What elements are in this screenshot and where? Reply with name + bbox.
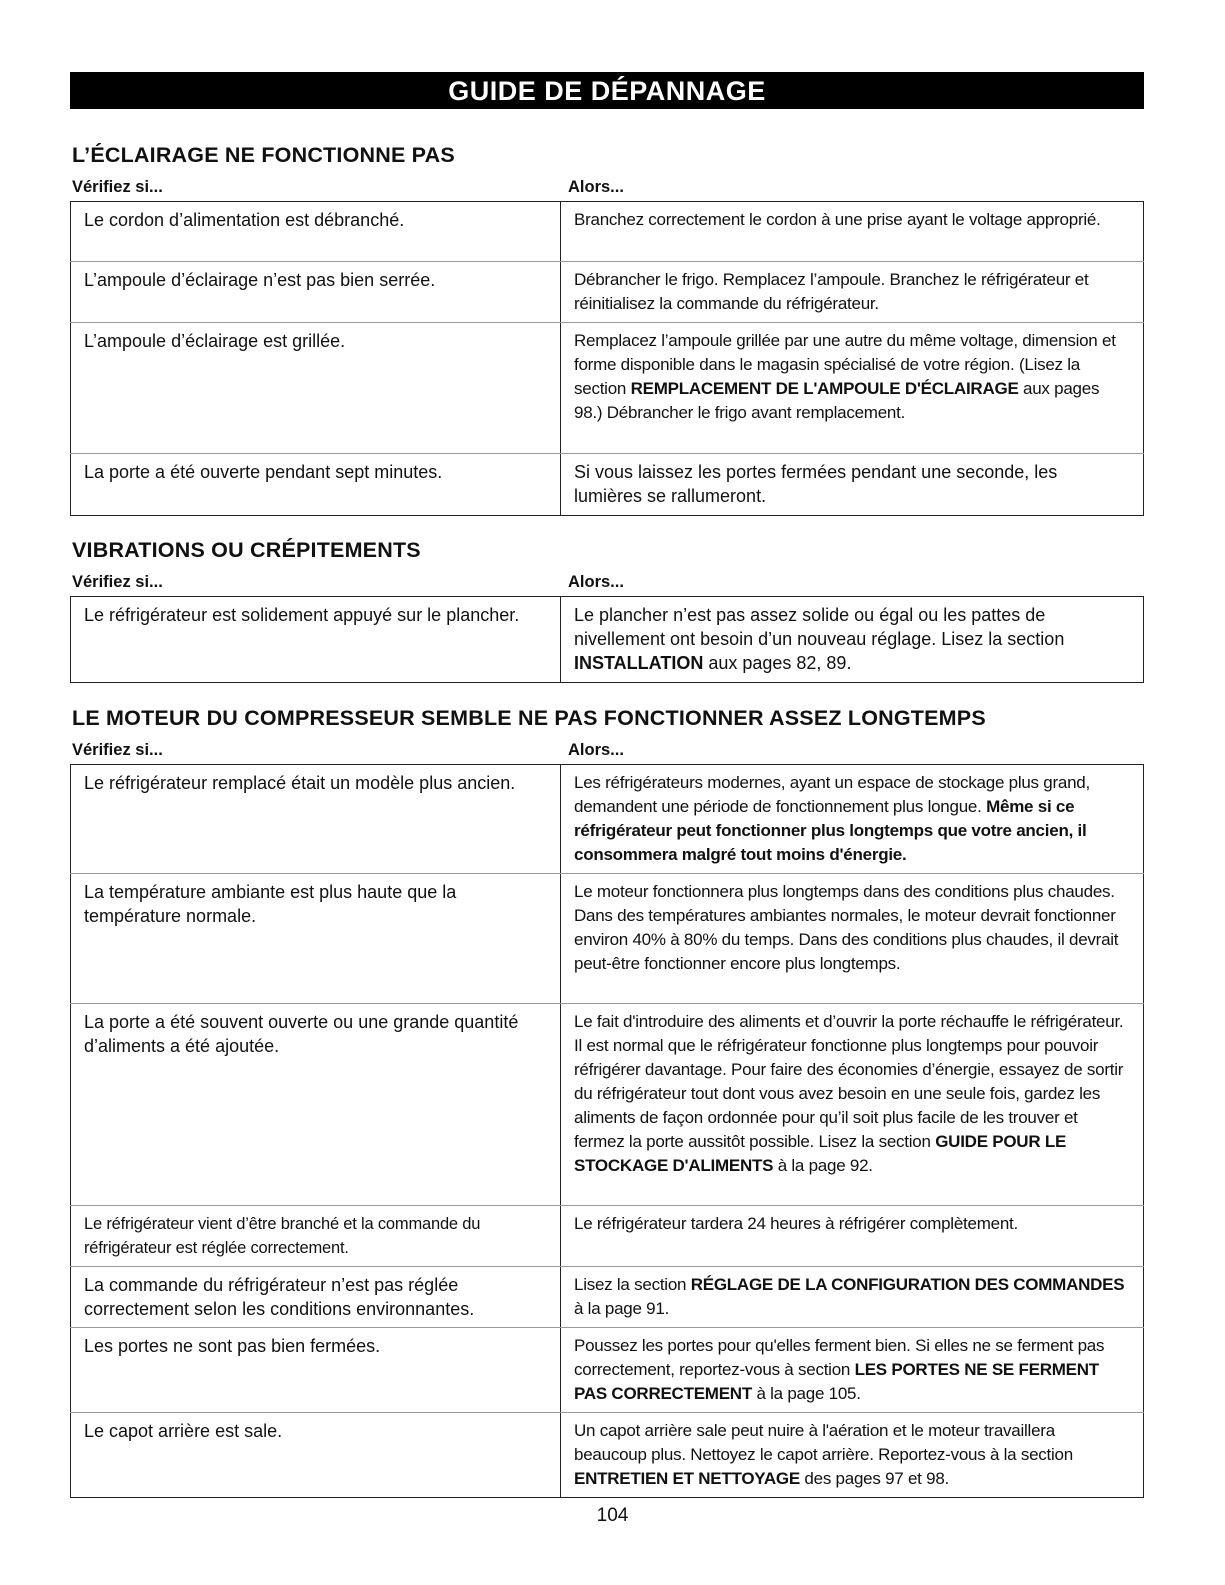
column-headers bbox=[70, 738, 1144, 764]
troubleshooting-table-lighting bbox=[70, 201, 1144, 516]
solution-text: Un capot arrière sale peut nuire à l'aération et le moteur travaillera beaucoup plus. Nettoyez le capot arrière. Reportez-vous à la section bbox=[574, 1421, 1073, 1464]
solution-text: Branchez correctement le cordon à une prise ayant le voltage approprié. bbox=[574, 210, 1101, 229]
solution-text: Remplacez l’ampoule grillée par une autre du même voltage, dimension et forme disponible dans le magasin spécialisé de votre région. (Lisez la section bbox=[574, 331, 1116, 398]
solution-text: Le réfrigérateur tardera 24 heures à réfrigérer complètement. bbox=[574, 1214, 1018, 1233]
solution-reference: ENTRETIEN ET NETTOYAGE bbox=[574, 1469, 800, 1488]
solution-text: Poussez les portes pour qu'elles ferment bien. Si elles ne se ferment pas correctement, reportez-vous à section bbox=[574, 1336, 1105, 1379]
table-row bbox=[71, 597, 1144, 683]
cause-cell: La commande du réfrigérateur n’est pas réglée correctement selon les conditions environnantes. bbox=[71, 1267, 561, 1328]
troubleshooting-table-compressor bbox=[70, 764, 1144, 1498]
table-row bbox=[71, 1413, 1144, 1498]
table-row bbox=[71, 1267, 1144, 1328]
solution-text: Le fait d'introduire des aliments et d’ouvrir la porte réchauffe le réfrigérateur. Il est normal que le réfrigérateur fonctionne plus longtemps pour pouvoir réfrigérer davantage. Pour faire des économies d’énergie, essayez de sortir du réfrigérateur tout dont vous avez besoin en une seule fois, gardez les aliments de façon ordonnée pour qu’il soit plus facile de les trouver et fermez la porte aussitôt possible. Lisez la section bbox=[574, 1012, 1124, 1151]
solution-text: Le moteur fonctionnera plus longtemps dans des conditions plus chaudes. Dans des températures ambiantes normales, le moteur devrait fonctionner environ 40% à 80% du temps. Dans des conditions plus chaudes, il devrait peut-être fonctionner encore plus longtemps. bbox=[574, 882, 1119, 973]
cause-cell: L’ampoule d’éclairage est grillée. bbox=[71, 323, 561, 454]
table-row bbox=[71, 323, 1144, 454]
cause-cell: La porte a été souvent ouverte ou une grande quantité d’aliments a été ajoutée. bbox=[71, 1004, 561, 1206]
page-number: 104 bbox=[596, 1505, 629, 1526]
solution-cell bbox=[561, 1267, 1144, 1328]
solution-text: des pages 97 et 98. bbox=[799, 1469, 949, 1488]
solution-reference: GUIDE POUR LE STOCKAGE D'ALIMENTS bbox=[574, 1132, 1067, 1175]
solution-text: Débrancher le frigo. Remplacez l’ampoule. Branchez le réfrigérateur et réinitialisez la commande du réfrigérateur. bbox=[574, 270, 1089, 313]
solution-text: aux pages 98.) Débrancher le frigo avant remplacement. bbox=[574, 379, 1100, 422]
solution-text: aux pages 82, 89. bbox=[703, 653, 852, 673]
column-header-check: Vérifiez si... bbox=[72, 573, 163, 591]
cause-cell: L’ampoule d’éclairage n’est pas bien serrée. bbox=[71, 262, 561, 323]
column-header-then: Alors... bbox=[568, 741, 624, 759]
solution-reference: INSTALLATION bbox=[574, 653, 704, 673]
column-header-check: Vérifiez si... bbox=[72, 178, 163, 196]
solution-cell bbox=[561, 1413, 1144, 1498]
page-banner-title: GUIDE DE DÉPANNAGE bbox=[70, 72, 1144, 109]
cause-cell: Le réfrigérateur remplacé était un modèle plus ancien. bbox=[71, 765, 561, 874]
solution-text: Les réfrigérateurs modernes, ayant un espace de stockage plus grand, demandent une période de fonctionnement plus longue. bbox=[574, 773, 1090, 816]
solution-reference: REMPLACEMENT DE L'AMPOULE D'ÉCLAIRAGE bbox=[630, 379, 1019, 398]
section-title-lighting: L’ÉCLAIRAGE NE FONCTIONNE PAS bbox=[72, 143, 455, 167]
solution-cell bbox=[561, 597, 1144, 683]
table-row bbox=[71, 262, 1144, 323]
section-title-vibrations: VIBRATIONS OU CRÉPITEMENTS bbox=[72, 538, 421, 562]
solution-reference: RÉGLAGE DE LA CONFIGURATION DES COMMANDES bbox=[690, 1275, 1125, 1294]
solution-cell bbox=[561, 202, 1144, 262]
cause-cell: Le réfrigérateur vient d’être branché et la commande du réfrigérateur est réglée correctement. bbox=[71, 1206, 561, 1267]
troubleshooting-table-vibrations bbox=[70, 596, 1144, 683]
solution-text: Le plancher n’est pas assez solide ou égal ou les pattes de nivellement ont besoin d’un nouveau réglage. Lisez la section bbox=[574, 605, 1065, 649]
solution-text: à la page 91. bbox=[574, 1299, 670, 1318]
manual-page bbox=[70, 72, 1144, 1498]
solution-text: Si vous laissez les portes fermées pendant une seconde, les lumières se rallumeront. bbox=[574, 462, 1058, 506]
table-row bbox=[71, 202, 1144, 262]
solution-cell bbox=[561, 454, 1144, 516]
table-row bbox=[71, 874, 1144, 1004]
solution-text: à la page 105. bbox=[751, 1384, 861, 1403]
solution-cell bbox=[561, 1004, 1144, 1206]
column-headers bbox=[70, 175, 1144, 201]
table-row bbox=[71, 1328, 1144, 1413]
cause-cell: La porte a été ouverte pendant sept minutes. bbox=[71, 454, 561, 516]
column-header-then: Alors... bbox=[568, 178, 624, 196]
solution-cell bbox=[561, 1328, 1144, 1413]
solution-cell bbox=[561, 765, 1144, 874]
solution-cell bbox=[561, 323, 1144, 454]
solution-reference: LES PORTES NE SE FERMENT PAS CORRECTEMENT bbox=[574, 1360, 1099, 1403]
cause-cell: Le cordon d’alimentation est débranché. bbox=[71, 202, 561, 262]
solution-cell bbox=[561, 262, 1144, 323]
section-title-compressor: LE MOTEUR DU COMPRESSEUR SEMBLE NE PAS FONCTIONNER ASSEZ LONGTEMPS bbox=[72, 706, 986, 730]
solution-text: Lisez la section bbox=[574, 1275, 691, 1294]
cause-cell: Le réfrigérateur est solidement appuyé sur le plancher. bbox=[71, 597, 561, 683]
table-row bbox=[71, 765, 1144, 874]
table-row bbox=[71, 1004, 1144, 1206]
table-row bbox=[71, 454, 1144, 516]
column-headers bbox=[70, 570, 1144, 596]
column-header-then: Alors... bbox=[568, 573, 624, 591]
solution-cell bbox=[561, 1206, 1144, 1267]
cause-cell: Le capot arrière est sale. bbox=[71, 1413, 561, 1498]
solution-emphasis: Même si ce réfrigérateur peut fonctionner plus longtemps que votre ancien, il consommera malgré tout moins d'énergie. bbox=[574, 797, 1087, 864]
column-header-check: Vérifiez si... bbox=[72, 741, 163, 759]
solution-cell bbox=[561, 874, 1144, 1004]
cause-cell: La température ambiante est plus haute que la température normale. bbox=[71, 874, 561, 1004]
solution-text: à la page 92. bbox=[773, 1156, 873, 1175]
cause-cell: Les portes ne sont pas bien fermées. bbox=[71, 1328, 561, 1413]
table-row bbox=[71, 1206, 1144, 1267]
